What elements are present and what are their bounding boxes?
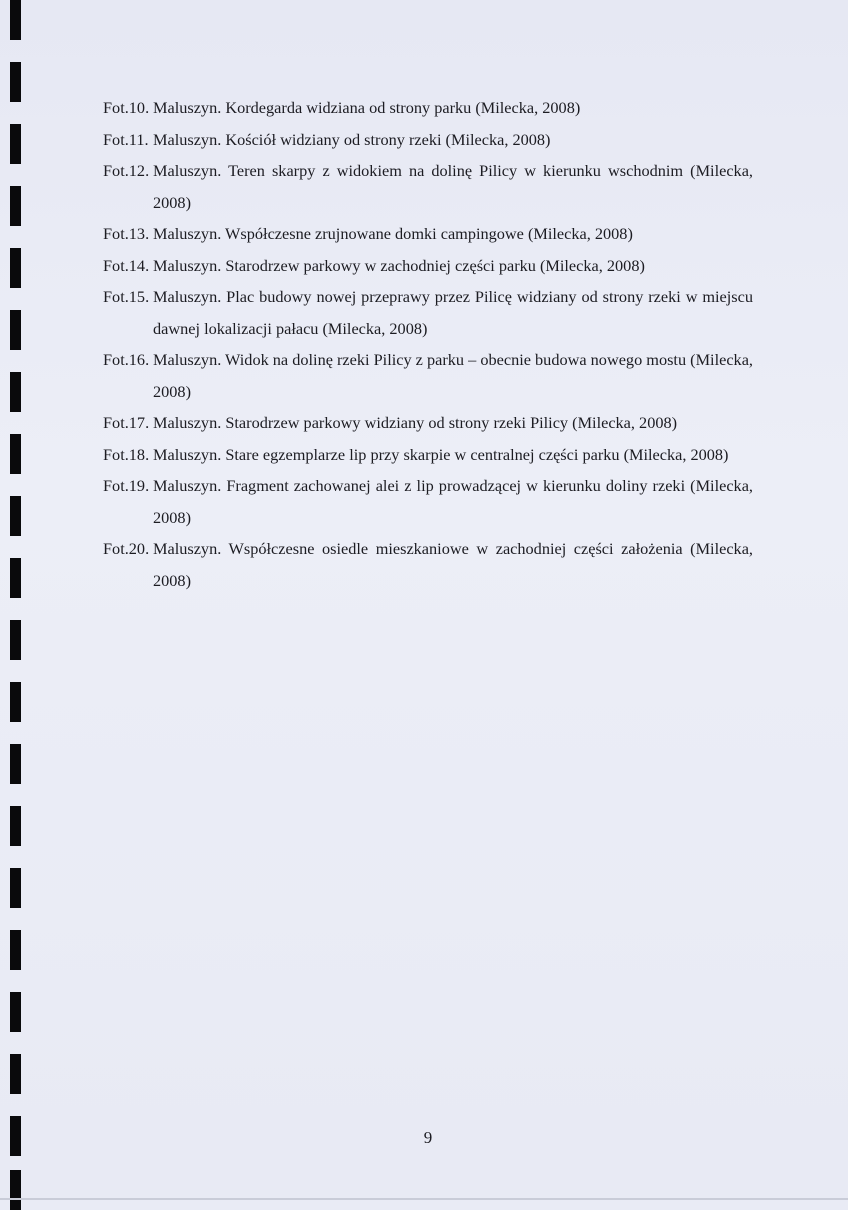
caption-label: Fot.10.	[103, 98, 150, 117]
caption-text: Maluszyn. Kościół widziany od strony rzeki (Milecka, 2008)	[153, 129, 551, 149]
binding-hole	[10, 992, 21, 1032]
caption-text: Maluszyn. Kordegarda widziana od strony parku (Milecka, 2008)	[153, 98, 581, 117]
binding-hole	[10, 682, 21, 722]
caption-entry	[103, 344, 753, 407]
caption-label: Fot.18.	[103, 444, 150, 464]
caption-entry	[103, 124, 753, 156]
caption-text: Maluszyn. Współczesne osiedle mieszkaniowe w zachodniej części założenia (Milecka, 2008)	[153, 539, 753, 590]
binding-hole	[10, 1170, 21, 1210]
caption-text: Maluszyn. Widok na dolinę rzeki Pilicy z parku – obecnie budowa nowego mostu (Milecka, 2008)	[153, 350, 753, 401]
binding-hole	[10, 186, 21, 226]
page-number: 9	[423, 1128, 433, 1147]
caption-entry	[103, 250, 753, 282]
caption-label: Fot.16.	[103, 350, 150, 369]
binding-hole	[10, 434, 21, 474]
caption-entry	[103, 281, 753, 344]
caption-entry	[103, 533, 753, 596]
caption-text: Maluszyn. Starodrzew parkowy w zachodniej części parku (Milecka, 2008)	[153, 255, 645, 275]
caption-text: Maluszyn. Plac budowy nowej przeprawy przez Pilicę widziany od strony rzeki w miejscu dawnej lokalizacji pałacu (Milecka, 2008)	[153, 287, 753, 338]
caption-text: Maluszyn. Starodrzew parkowy widziany od strony rzeki Pilicy (Milecka, 2008)	[153, 413, 678, 432]
binding-hole	[10, 62, 21, 102]
binding-hole	[10, 124, 21, 164]
photo-caption-list	[103, 92, 753, 596]
binding-hole	[10, 1054, 21, 1094]
caption-label: Fot.17.	[103, 413, 150, 432]
binding-hole	[10, 868, 21, 908]
binding-hole	[10, 248, 21, 288]
caption-entry	[103, 439, 753, 471]
caption-entry	[103, 407, 753, 439]
binding-hole	[10, 310, 21, 350]
binding-hole	[10, 496, 21, 536]
binding-hole	[10, 744, 21, 784]
caption-text: Maluszyn. Współczesne zrujnowane domki campingowe (Milecka, 2008)	[153, 224, 633, 243]
caption-label: Fot.15.	[103, 287, 150, 306]
binding-hole	[10, 0, 21, 40]
caption-text: Maluszyn. Teren skarpy z widokiem na dolinę Pilicy w kierunku wschodnim (Milecka, 2008)	[153, 161, 753, 212]
binding-hole	[10, 558, 21, 598]
caption-entry	[103, 155, 753, 218]
caption-label: Fot.11.	[103, 129, 149, 149]
binding-hole	[10, 372, 21, 412]
caption-text: Maluszyn. Fragment zachowanej alei z lip prowadzącej w kierunku doliny rzeki (Milecka, 2008)	[153, 476, 753, 527]
caption-label: Fot.12.	[103, 161, 150, 180]
caption-label: Fot.20.	[103, 539, 150, 558]
binding-hole	[10, 806, 21, 846]
caption-label: Fot.13.	[103, 224, 150, 243]
caption-entry	[103, 470, 753, 533]
caption-entry	[103, 218, 753, 250]
caption-entry	[103, 92, 753, 124]
caption-label: Fot.19.	[103, 476, 150, 495]
binding-hole	[10, 930, 21, 970]
caption-label: Fot.14.	[103, 255, 150, 275]
binding-hole	[10, 620, 21, 660]
binding-holes	[10, 0, 22, 1200]
caption-text: Maluszyn. Stare egzemplarze lip przy skarpie w centralnej części parku (Milecka, 2008)	[153, 444, 729, 464]
